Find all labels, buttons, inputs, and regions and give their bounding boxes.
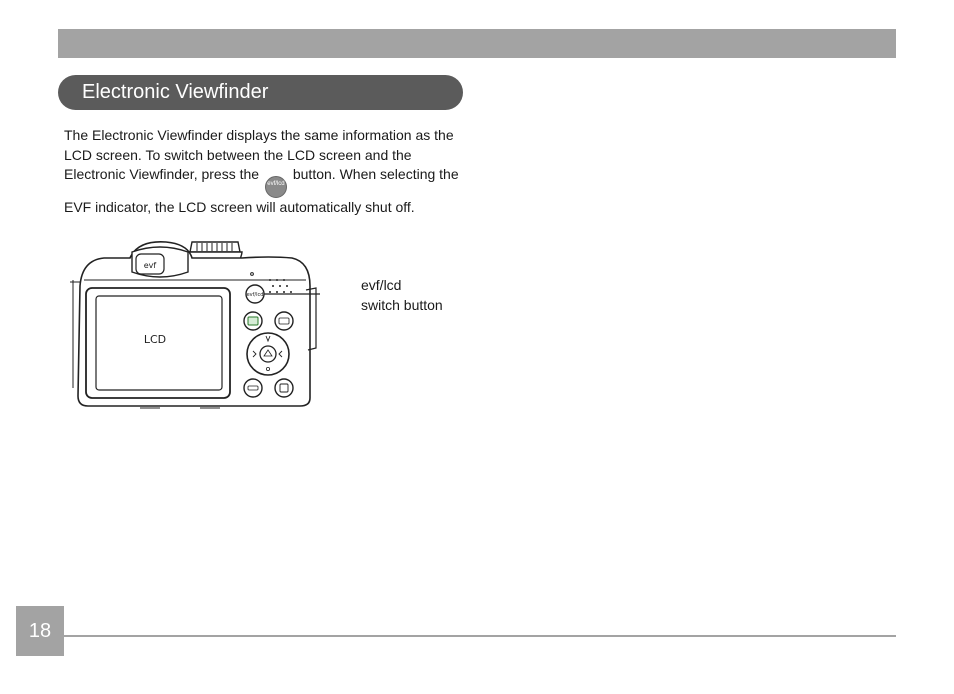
delete-button xyxy=(275,379,293,397)
body-paragraph xyxy=(64,126,464,218)
evf-label: evf xyxy=(143,261,157,270)
body-text-before: The Electronic Viewfinder displays the same information as the LCD screen. To switch between the LCD screen and the Electronic Viewfinder, press the xyxy=(64,127,454,182)
set-button xyxy=(260,346,276,362)
playback-icon xyxy=(248,317,258,325)
evf-lcd-button-icon-label: evf/lcd xyxy=(267,181,285,187)
evf-lcd-button-label: evf/lcd xyxy=(246,292,264,298)
lcd-label: LCD xyxy=(143,333,167,346)
header-bar xyxy=(58,29,896,58)
body-text-after: button. When selecting the EVF indicator, the LCD screen will automatically shut off. xyxy=(64,166,459,215)
footer-rule xyxy=(64,635,896,637)
menu-button xyxy=(244,379,262,397)
callout-line2: switch button xyxy=(361,296,443,313)
section-title-text: Electronic Viewfinder xyxy=(82,81,269,103)
page-number-text: 18 xyxy=(28,620,52,642)
page-number xyxy=(16,606,64,656)
evf-lcd-button-icon xyxy=(265,176,287,198)
callout-label xyxy=(361,276,443,315)
section-title xyxy=(58,75,463,110)
callout-line1: evf/lcd xyxy=(361,277,402,293)
camera-back-illustration xyxy=(70,238,320,410)
disp-button xyxy=(275,312,293,330)
